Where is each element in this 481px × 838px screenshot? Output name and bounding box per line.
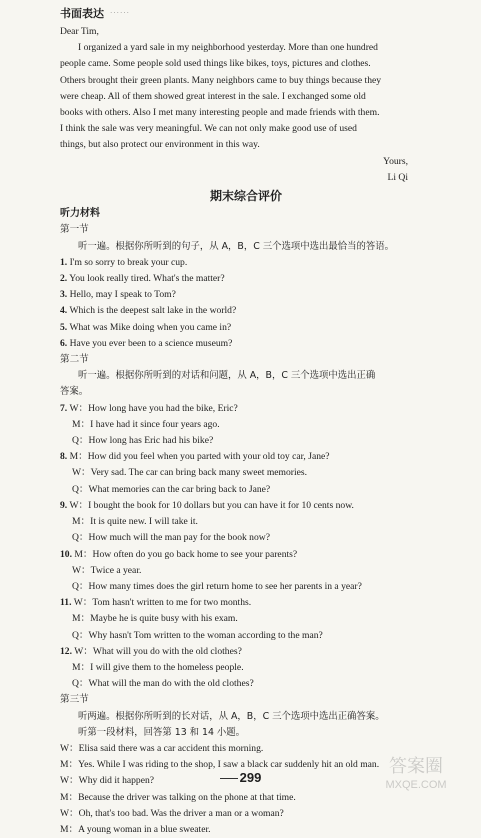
dialogue-line: M：Yes. While I was riding to the shop, I saw a black car suddenly hit an old man. <box>60 759 380 771</box>
question-text: You look really tired. What's the matter? <box>69 273 225 285</box>
question-number: 11. <box>60 597 72 609</box>
dialogue-line: W：Very sad. The car can bring back many sweet memories. <box>72 467 308 479</box>
dialogue-line: M：I have had it since four years ago. <box>72 418 220 430</box>
page-number: 299 <box>239 770 262 785</box>
question-number: 2. <box>60 273 68 285</box>
question-number: 12. <box>60 645 72 657</box>
dialogue-item <box>60 449 432 465</box>
dialogue-line: W：Why did it happen? <box>60 775 155 787</box>
dialogue-line: W：How long have you had the bike, Eric? <box>69 402 238 414</box>
watermark-logo <box>361 752 471 792</box>
section-label-writing: 书面表达 <box>60 7 104 20</box>
question-text: Which is the deepest salt lake in the world? <box>69 305 237 317</box>
question-text: Hello, may I speak to Tom? <box>69 289 176 301</box>
dialogue-question: Q：Why hasn't Tom written to the woman according to the man? <box>72 629 323 641</box>
dialogue-item <box>60 547 432 563</box>
part1-heading: 第一节 <box>60 224 89 236</box>
dialogue-line: M：Maybe he is quite busy with his exam. <box>72 613 238 625</box>
part2-instruction-cont: 答案。 <box>60 386 89 398</box>
dialogue-item <box>60 644 432 660</box>
question-text: I'm so sorry to break your cup. <box>69 256 188 268</box>
question-number: 7. <box>60 402 68 414</box>
dialogue-question: Q：What will the man do with the old clothes? <box>72 678 254 690</box>
question-number: 8. <box>60 451 68 463</box>
dialogue-line: W：I bought the book for 10 dollars but you can have it for 10 cents now. <box>69 499 354 511</box>
letter-line: things, but also protect our environment in this way. <box>60 139 260 151</box>
dialogue-line: M：It is quite new. I will take it. <box>72 516 198 528</box>
letter-line: I organized a yard sale in my neighborhood yesterday. More than one hundred <box>78 42 378 54</box>
dialogue-item <box>60 401 432 417</box>
part1-instruction: 听一遍。根据你所听到的句子，从 A，B，C 三个选项中选出最恰当的答语。 <box>78 240 394 252</box>
watermark-text: 答案圈 <box>389 756 443 777</box>
dialogue-line: W：What will you do with the old clothes? <box>74 645 242 657</box>
part2-heading: 第二节 <box>60 354 89 366</box>
dialogue-line: W：Elisa said there was a car accident this morning. <box>60 742 264 754</box>
header-mark: ······ <box>110 9 130 17</box>
dialogue-line: M：A young woman in a blue sweater. <box>60 823 211 835</box>
header-bar <box>60 6 130 20</box>
part2-instruction: 听一遍。根据你所听到的对话和问题，从 A，B，C 三个选项中选出正确 <box>78 370 376 382</box>
dialogue-line: W：Tom hasn't written to me for two months. <box>73 597 252 609</box>
dialogue-question: Q：How many times does the girl return home to see her parents in a year? <box>72 580 362 592</box>
dialogue-question: Q：How much will the man pay for the book now? <box>72 532 270 544</box>
letter-line: books with others. Also I met many interesting people and made friends with them. <box>60 107 380 119</box>
dialogue-item <box>60 595 432 611</box>
question-number: 4. <box>60 305 68 317</box>
part3-sub-instruction: 听第一段材料，回答第 13 和 14 小题。 <box>78 726 246 738</box>
dialogue-line: W：Oh, that's too bad. Was the driver a man or a woman? <box>60 807 284 819</box>
question-number: 9. <box>60 499 68 511</box>
question-number: 10. <box>60 548 72 560</box>
dialogue-line: M：Because the driver was talking on the phone at that time. <box>60 791 296 803</box>
dialogue-question: Q：How long has Eric had his bike? <box>72 435 214 447</box>
letter-line: people came. Some people sold used things like bikes, toys, pictures and clothes. <box>60 58 371 70</box>
letter-signature: Li Qi <box>387 171 408 183</box>
question-item <box>60 271 432 287</box>
dialogue-line: W：Twice a year. <box>72 564 142 576</box>
document-body <box>60 24 432 838</box>
letter-line: I think the sale was very meaningful. We can not only make good use of used <box>60 123 357 135</box>
question-item <box>60 336 432 352</box>
question-number: 1. <box>60 256 68 268</box>
question-item <box>60 287 432 303</box>
question-item <box>60 320 432 336</box>
question-number: 3. <box>60 289 68 301</box>
section-heading: 听力材料 <box>60 208 100 220</box>
question-number: 5. <box>60 321 68 333</box>
letter-line: were cheap. All of them showed great interest in the sale. I exchanged some old <box>60 90 366 102</box>
letter-closing: Yours, <box>383 155 408 167</box>
part3-instruction: 听两遍。根据你所听到的长对话，从 A，B，C 三个选项中选出正确答案。 <box>78 710 385 722</box>
dialogue-line: M：I will give them to the homeless people. <box>72 661 244 673</box>
dialogue-question: Q：What memories can the car bring back to Jane? <box>72 483 271 495</box>
page-title: 期末综合评价 <box>209 189 282 204</box>
dialogue-line: M：How did you feel when you parted with your old toy car, Jane? <box>69 451 330 463</box>
part3-heading: 第三节 <box>60 694 89 706</box>
question-number: 6. <box>60 337 68 349</box>
question-text: Have you ever been to a science museum? <box>69 337 233 349</box>
question-text: What was Mike doing when you came in? <box>69 321 232 333</box>
letter-line: Others brought their green plants. Many neighbors came to buy things because they <box>60 74 382 86</box>
dialogue-item <box>60 498 432 514</box>
dialogue-line: M：How often do you go back home to see your parents? <box>74 548 298 560</box>
footer-rule <box>220 778 238 779</box>
watermark-url: MXQE.COM <box>385 779 447 791</box>
letter-greeting: Dear Tim, <box>60 26 99 37</box>
question-item <box>60 303 432 319</box>
question-item <box>60 255 432 271</box>
